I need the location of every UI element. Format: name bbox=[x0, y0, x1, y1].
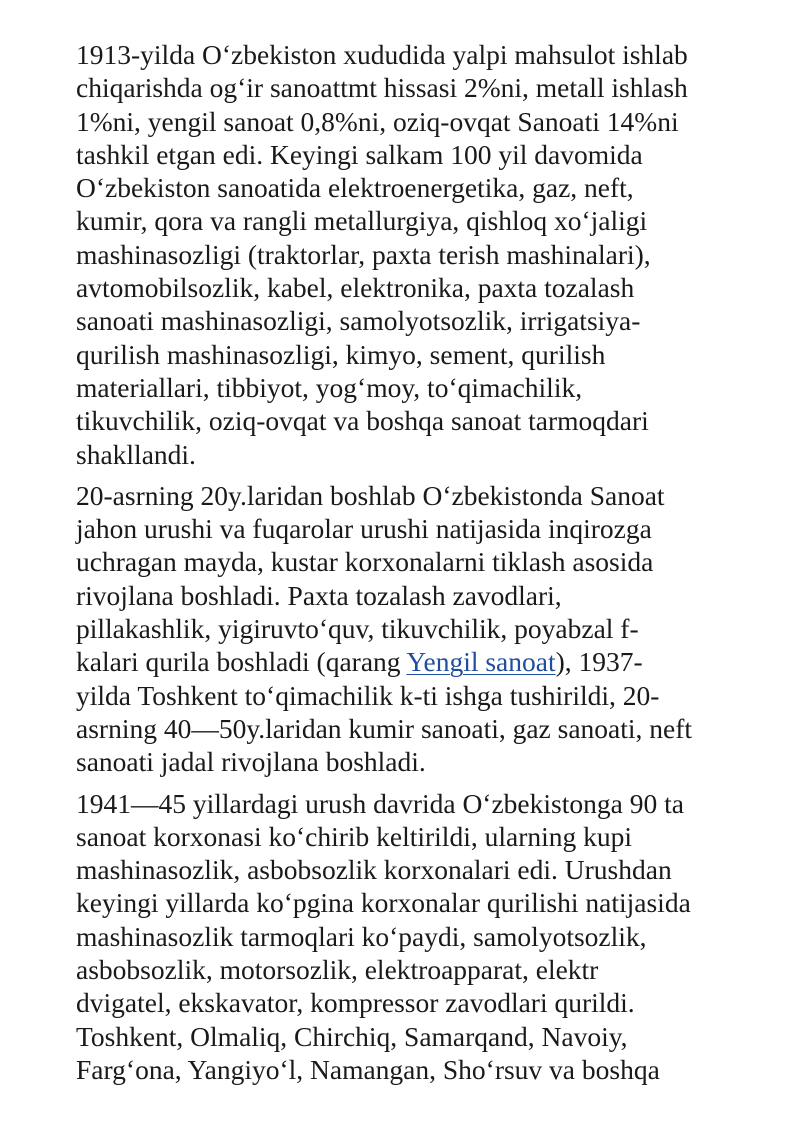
text-line: asrning 40—50y.laridan kumir sanoati, gaz sanoati, neft bbox=[76, 712, 693, 744]
text-line: mashinasozlik tarmoqlari ko‘paydi, samolyotsozlik, bbox=[76, 920, 647, 952]
text-line-with-link bbox=[76, 645, 736, 678]
text-line: chiqarishda og‘ir sanoattmt hissasi 2%ni, metall ishlash bbox=[76, 72, 688, 104]
text-line: kumir, qora va rangli metallurgiya, qishloq xo‘jaligi bbox=[76, 205, 648, 237]
text-line: pillakashlik, yigiruvto‘quv, tikuvchilik, poyabzal f- bbox=[76, 613, 639, 645]
text-line: 20-asrning 20y.laridan boshlab O‘zbekistonda Sanoat bbox=[76, 479, 665, 511]
text-after-link: ), 1937- bbox=[555, 646, 643, 678]
text-line: uchragan mayda, kustar korxonalarni tiklash asosida bbox=[76, 546, 654, 578]
paragraph-1941-45 bbox=[76, 787, 736, 1087]
text-line: jahon urushi va fuqarolar urushi natijasida inqirozga bbox=[76, 513, 652, 545]
text-line: rivojlana boshladi. Paxta tozalash zavodlari, bbox=[76, 579, 562, 611]
text-line: O‘zbekiston sanoatida elektroenergetika, gaz, neft, bbox=[76, 172, 634, 204]
text-line: avtomobilsozlik, kabel, elektronika, paxta tozalash bbox=[76, 272, 635, 304]
paragraph-1913 bbox=[76, 38, 736, 471]
text-line: keyingi yillarda ko‘pgina korxonalar qurilishi natijasida bbox=[76, 887, 691, 919]
text-line: tikuvchilik, oziq-ovqat va boshqa sanoat tarmoqdari bbox=[76, 405, 649, 437]
text-line: Farg‘ona, Yangiyo‘l, Namangan, Sho‘rsuv va boshqa bbox=[76, 1053, 660, 1085]
text-line: asbobsozlik, motorsozlik, elektroapparat, elektr bbox=[76, 954, 599, 986]
text-line: mashinasozligi (traktorlar, paxta terish mashinalari), bbox=[76, 238, 651, 270]
text-line: qurilish mashinasozligi, kimyo, sement, qurilish bbox=[76, 338, 606, 370]
text-before-link: kalari qurila boshladi (qarang bbox=[76, 646, 407, 678]
paragraph-20-asr bbox=[76, 479, 736, 779]
text-line: yilda Toshkent to‘qimachilik k-ti ishga tushirildi, 20- bbox=[76, 679, 660, 711]
text-line: shakllandi. bbox=[76, 438, 196, 470]
text-line: materiallari, tibbiyot, yog‘moy, to‘qimachilik, bbox=[76, 371, 583, 403]
text-line: mashinasozlik, asbobsozlik korxonalari edi. Urushdan bbox=[76, 854, 672, 886]
text-line: sanoati mashinasozligi, samolyotsozlik, irrigatsiya- bbox=[76, 305, 641, 337]
text-line: sanoat korxonasi ko‘chirib keltirildi, ularning kupi bbox=[76, 820, 633, 852]
document-body bbox=[76, 38, 736, 1094]
text-line: 1913-yilda O‘zbekiston xududida yalpi mahsulot ishlab bbox=[76, 39, 688, 70]
text-line: 1941—45 yillardagi urush davrida O‘zbekistonga 90 ta bbox=[76, 787, 684, 819]
text-line: sanoati jadal rivojlana boshladi. bbox=[76, 746, 426, 778]
yengil-sanoat-link[interactable]: Yengil sanoat bbox=[406, 646, 556, 678]
text-line: dvigatel, ekskavator, kompressor zavodlari qurildi. bbox=[76, 987, 635, 1019]
text-line: Toshkent, Olmaliq, Chirchiq, Samarqand, Navoiy, bbox=[76, 1020, 628, 1052]
text-line: tashkil etgan edi. Keyingi salkam 100 yil davomida bbox=[76, 138, 643, 170]
text-line: 1%ni, yengil sanoat 0,8%ni, oziq-ovqat Sanoati 14%ni bbox=[76, 105, 679, 137]
